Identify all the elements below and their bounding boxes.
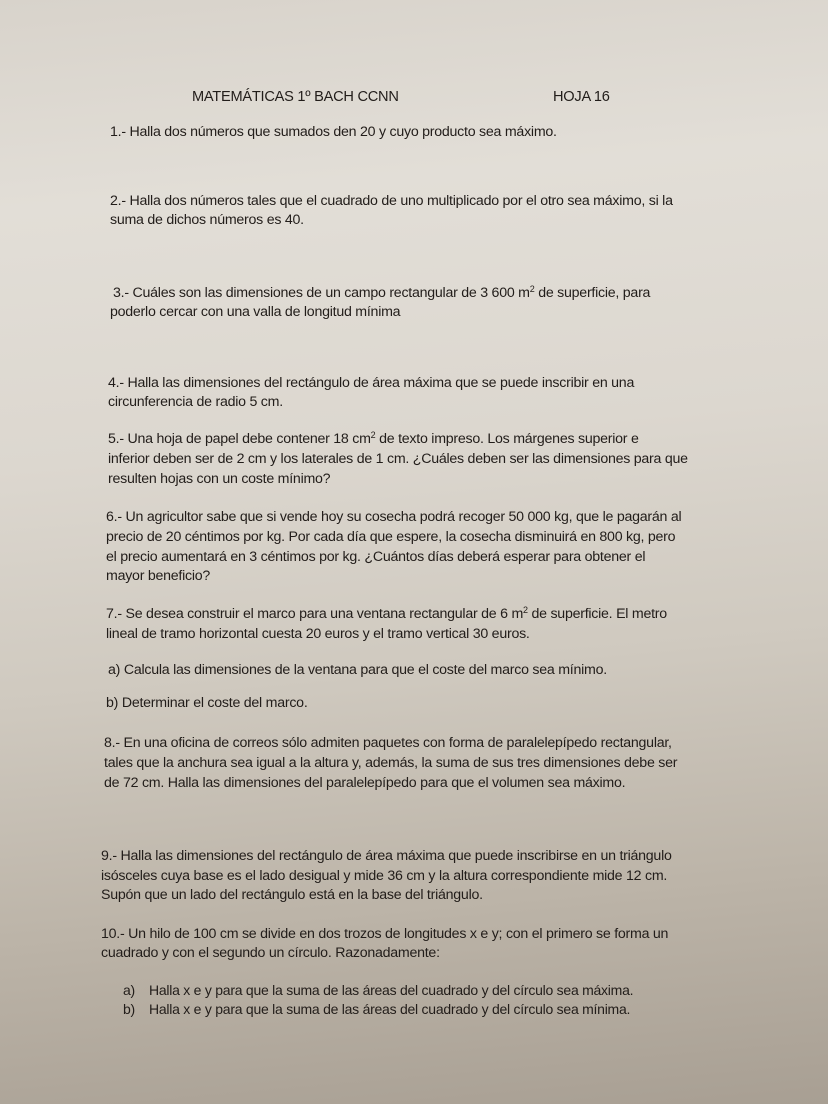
subject-heading: MATEMÁTICAS 1º BACH CCNN (192, 89, 399, 105)
problem-5 (108, 430, 639, 450)
problem-3 (113, 284, 650, 304)
problem-number: 7.- (106, 606, 122, 622)
problem-text: de superficie, para (534, 285, 651, 301)
problem-text: Un hilo de 100 cm se divide en dos trozos de longitudes x e y; con el primero se forma un (128, 926, 669, 942)
problem-number: 8.- (104, 735, 120, 751)
superscript: 2 (370, 430, 376, 440)
problem-9-line-3: Supón que un lado del rectángulo está en la base del triángulo. (101, 887, 483, 903)
part-text: Halla x e y para que la suma de las áreas del cuadrado y del círculo sea mínima. (149, 1001, 631, 1017)
problem-4 (108, 374, 634, 394)
problem-7-part-b (106, 694, 308, 714)
problem-number: 3.- (113, 285, 129, 301)
problem-8-line-2: tales que la anchura sea igual a la altura y, además, la suma de sus tres dimensiones debe ser (104, 755, 678, 771)
sheet-number: HOJA 16 (553, 89, 610, 105)
problem-text: Halla las dimensiones del rectángulo de área máxima que puede inscribirse en un triángulo (120, 848, 672, 864)
problem-text: Halla dos números tales que el cuadrado de uno multiplicado por el otro sea máximo, si la (129, 193, 673, 209)
problem-9-line-2: isósceles cuya base es el lado desigual y mide 36 cm y la altura correspondiente mide 12 cm. (101, 868, 668, 884)
problem-text: Halla las dimensiones del rectángulo de área máxima que se puede inscribir en una (127, 375, 635, 391)
problem-6-line-4: mayor beneficio? (106, 568, 211, 584)
part-label: a) (108, 662, 121, 678)
part-label: b) (106, 695, 119, 711)
problem-10 (101, 925, 668, 945)
problem-number: 6.- (106, 509, 122, 525)
problem-2-line-2: suma de dichos números es 40. (110, 212, 304, 228)
problem-10-line-2: cuadrado y con el segundo un círculo. Razonadamente: (101, 945, 440, 961)
problem-2 (110, 192, 673, 212)
problem-number: 10.- (101, 926, 125, 942)
superscript: 2 (523, 605, 528, 615)
problem-9 (101, 847, 672, 867)
problem-5-line-3: resulten hojas con un coste mínimo? (108, 471, 331, 487)
problem-6-line-3: el precio aumentará en 3 céntimos por kg. ¿Cuántos días deberá esperar para obtener el (106, 549, 646, 565)
problem-text: de texto impreso. Los márgenes superior e (375, 431, 639, 447)
problem-number: 5.- (108, 431, 124, 447)
problem-8 (104, 734, 672, 754)
problem-number: 2.- (110, 193, 126, 209)
superscript: 2 (529, 284, 535, 294)
problem-text: Halla dos números que sumados den 20 y cuyo producto sea máximo. (129, 124, 557, 140)
problem-3-line-2: poderlo cercar con una valla de longitud mínima (110, 304, 401, 320)
problem-6-line-2: precio de 20 céntimos por kg. Por cada día que espere, la cosecha disminuirá en 800 kg, pero (106, 529, 676, 545)
problem-text: de superficie. El metro (527, 606, 667, 622)
problem-7-part-a (108, 661, 607, 681)
part-text: Halla x e y para que la suma de las áreas del cuadrado y del círculo sea máxima. (149, 982, 634, 998)
problem-text: Un agricultor sabe que si vende hoy su cosecha podrá recoger 50 000 kg, que le pagarán al (125, 509, 682, 525)
problem-number: 4.- (108, 375, 124, 391)
part-text: Determinar el coste del marco. (121, 695, 308, 711)
problem-7-line-2: lineal de tramo horizontal cuesta 20 euros y el tramo vertical 30 euros. (106, 626, 530, 642)
problem-5-line-2: inferior deben ser de 2 cm y los laterales de 1 cm. ¿Cuáles deben ser las dimensiones para que (108, 451, 688, 467)
problem-10-part-a (123, 981, 633, 1000)
problem-10-part-b (123, 1000, 630, 1019)
problem-4-line-2: circunferencia de radio 5 cm. (108, 394, 283, 410)
problem-number: 9.- (101, 848, 117, 864)
problem-8-line-3: de 72 cm. Halla las dimensiones del paralelepípedo para que el volumen sea máximo. (104, 775, 626, 791)
problem-text: En una oficina de correos sólo admiten paquetes con forma de paralelepípedo rectangular, (123, 735, 672, 751)
problem-6 (106, 508, 681, 528)
problem-text: Una hoja de papel debe contener 18 cm (127, 431, 371, 447)
problem-text: Cuáles son las dimensiones de un campo rectangular de 3 600 m (132, 285, 530, 301)
part-label: a) (123, 982, 135, 998)
problem-text: Se desea construir el marco para una ventana rectangular de 6 m (125, 606, 524, 622)
part-label: b) (123, 1001, 135, 1017)
problem-7 (106, 605, 667, 625)
problem-number: 1.- (110, 124, 126, 140)
part-text: Calcula las dimensiones de la ventana para que el coste del marco sea mínimo. (123, 662, 607, 678)
problem-1 (110, 123, 557, 143)
